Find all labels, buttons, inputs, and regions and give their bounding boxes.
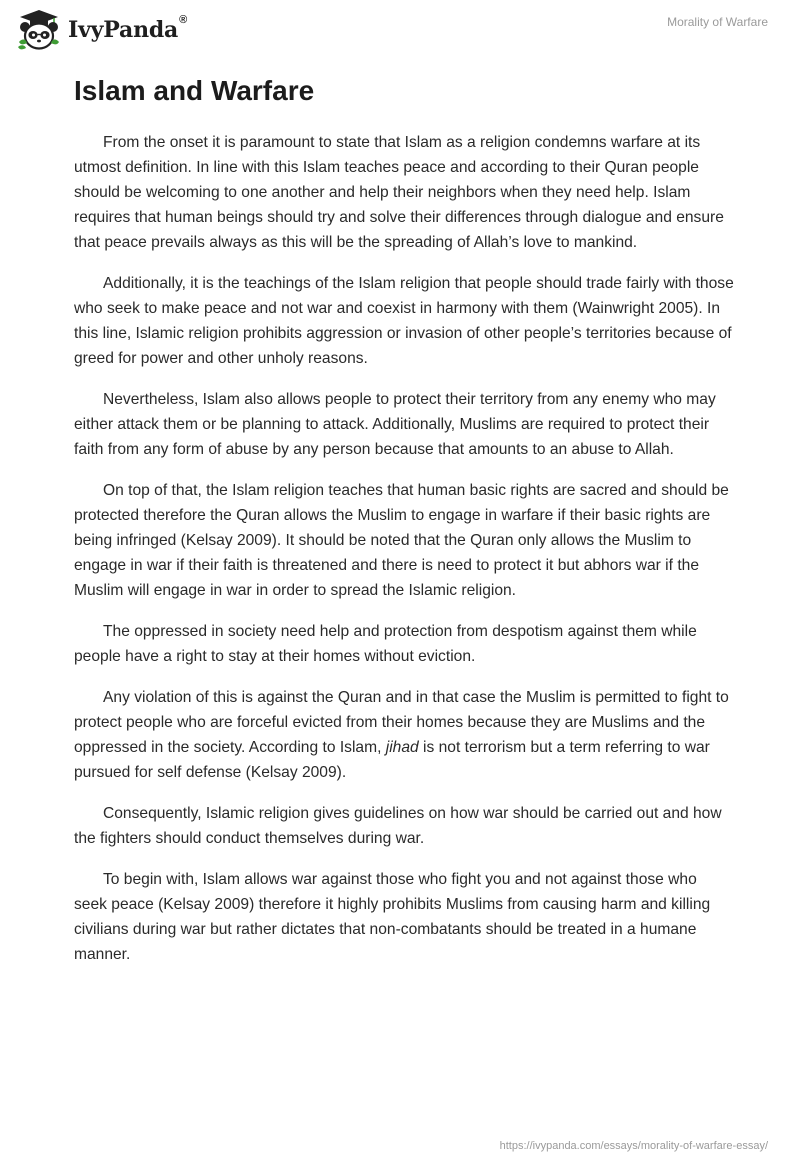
paragraph-6 [74, 685, 734, 785]
article-body [74, 72, 734, 983]
article-heading: Islam and Warfare [74, 75, 315, 106]
page-header [0, 0, 800, 60]
paragraph-6-text-after: is not terrorism but a term referring to war pursued for self defense (Kelsay 2009). [74, 739, 710, 781]
paragraph-6-text-before: Any violation of this is against the Quran and in that case the Muslim is permitted to fight to protect people who are forceful evicted from their homes because they are Muslims and the oppressed in the society. According to Islam, [74, 689, 729, 756]
paragraph-5: The oppressed in society need help and protection from despotism against them while people have a right to stay at their homes without eviction. [74, 623, 697, 665]
paragraph-2: Additionally, it is the teachings of the Islam religion that people should trade fairly with those who seek to make peace and not war and coexist in harmony with them (Wainwright 2005). In this line, Islamic religion prohibits aggression or invasion of other people’s territories because of greed for power and other unholy reasons. [74, 275, 734, 367]
paragraph-1: From the onset it is paramount to state that Islam as a religion condemns warfare at its utmost definition. In line with this Islam teaches peace and according to their Quran people should be welcoming to one another and help their neighbors when they need help. Islam requires that human beings should try and solve their differences through dialogue and ensure that peace prevails always as this will be the spreading of Allah’s love to mankind. [74, 134, 724, 251]
paragraph-3: Nevertheless, Islam also allows people to protect their territory from any enemy who may either attack them or be planning to attack. Additionally, Muslims are required to protect their faith from any form of abuse by any person because that amounts to an abuse to Allah. [74, 391, 716, 458]
registered-mark: ® [179, 14, 188, 26]
document-title: Morality of Warfare [667, 15, 768, 29]
paragraph-4: On top of that, the Islam religion teaches that human basic rights are sacred and should be protected therefore the Quran allows the Muslim to engage in warfare if their basic rights are being infringed (Kelsay 2009). It should be noted that the Quran only allows the Muslim to engage in war if their faith is threatened and there is need to protect it but abhors war if the Muslim will engage in war in order to spread the Islamic religion. [74, 482, 729, 599]
paragraph-8: To begin with, Islam allows war against those who fight you and not against those who seek peace (Kelsay 2009) therefore it highly prohibits Muslims from causing harm and killing civilians during war but rather dictates that non-combatants should be treated in a humane manner. [74, 871, 711, 963]
paragraph-7: Consequently, Islamic religion gives guidelines on how war should be carried out and how the fighters should conduct themselves during war. [74, 805, 722, 847]
jihad-emphasis: jihad [385, 739, 419, 756]
brand-logo[interactable] [14, 8, 187, 52]
source-url-link[interactable]: https://ivypanda.com/essays/morality-of-warfare-essay/ [499, 1140, 768, 1152]
brand-name: IvyPanda® [68, 14, 188, 43]
panda-graduate-logo-icon [14, 8, 64, 52]
